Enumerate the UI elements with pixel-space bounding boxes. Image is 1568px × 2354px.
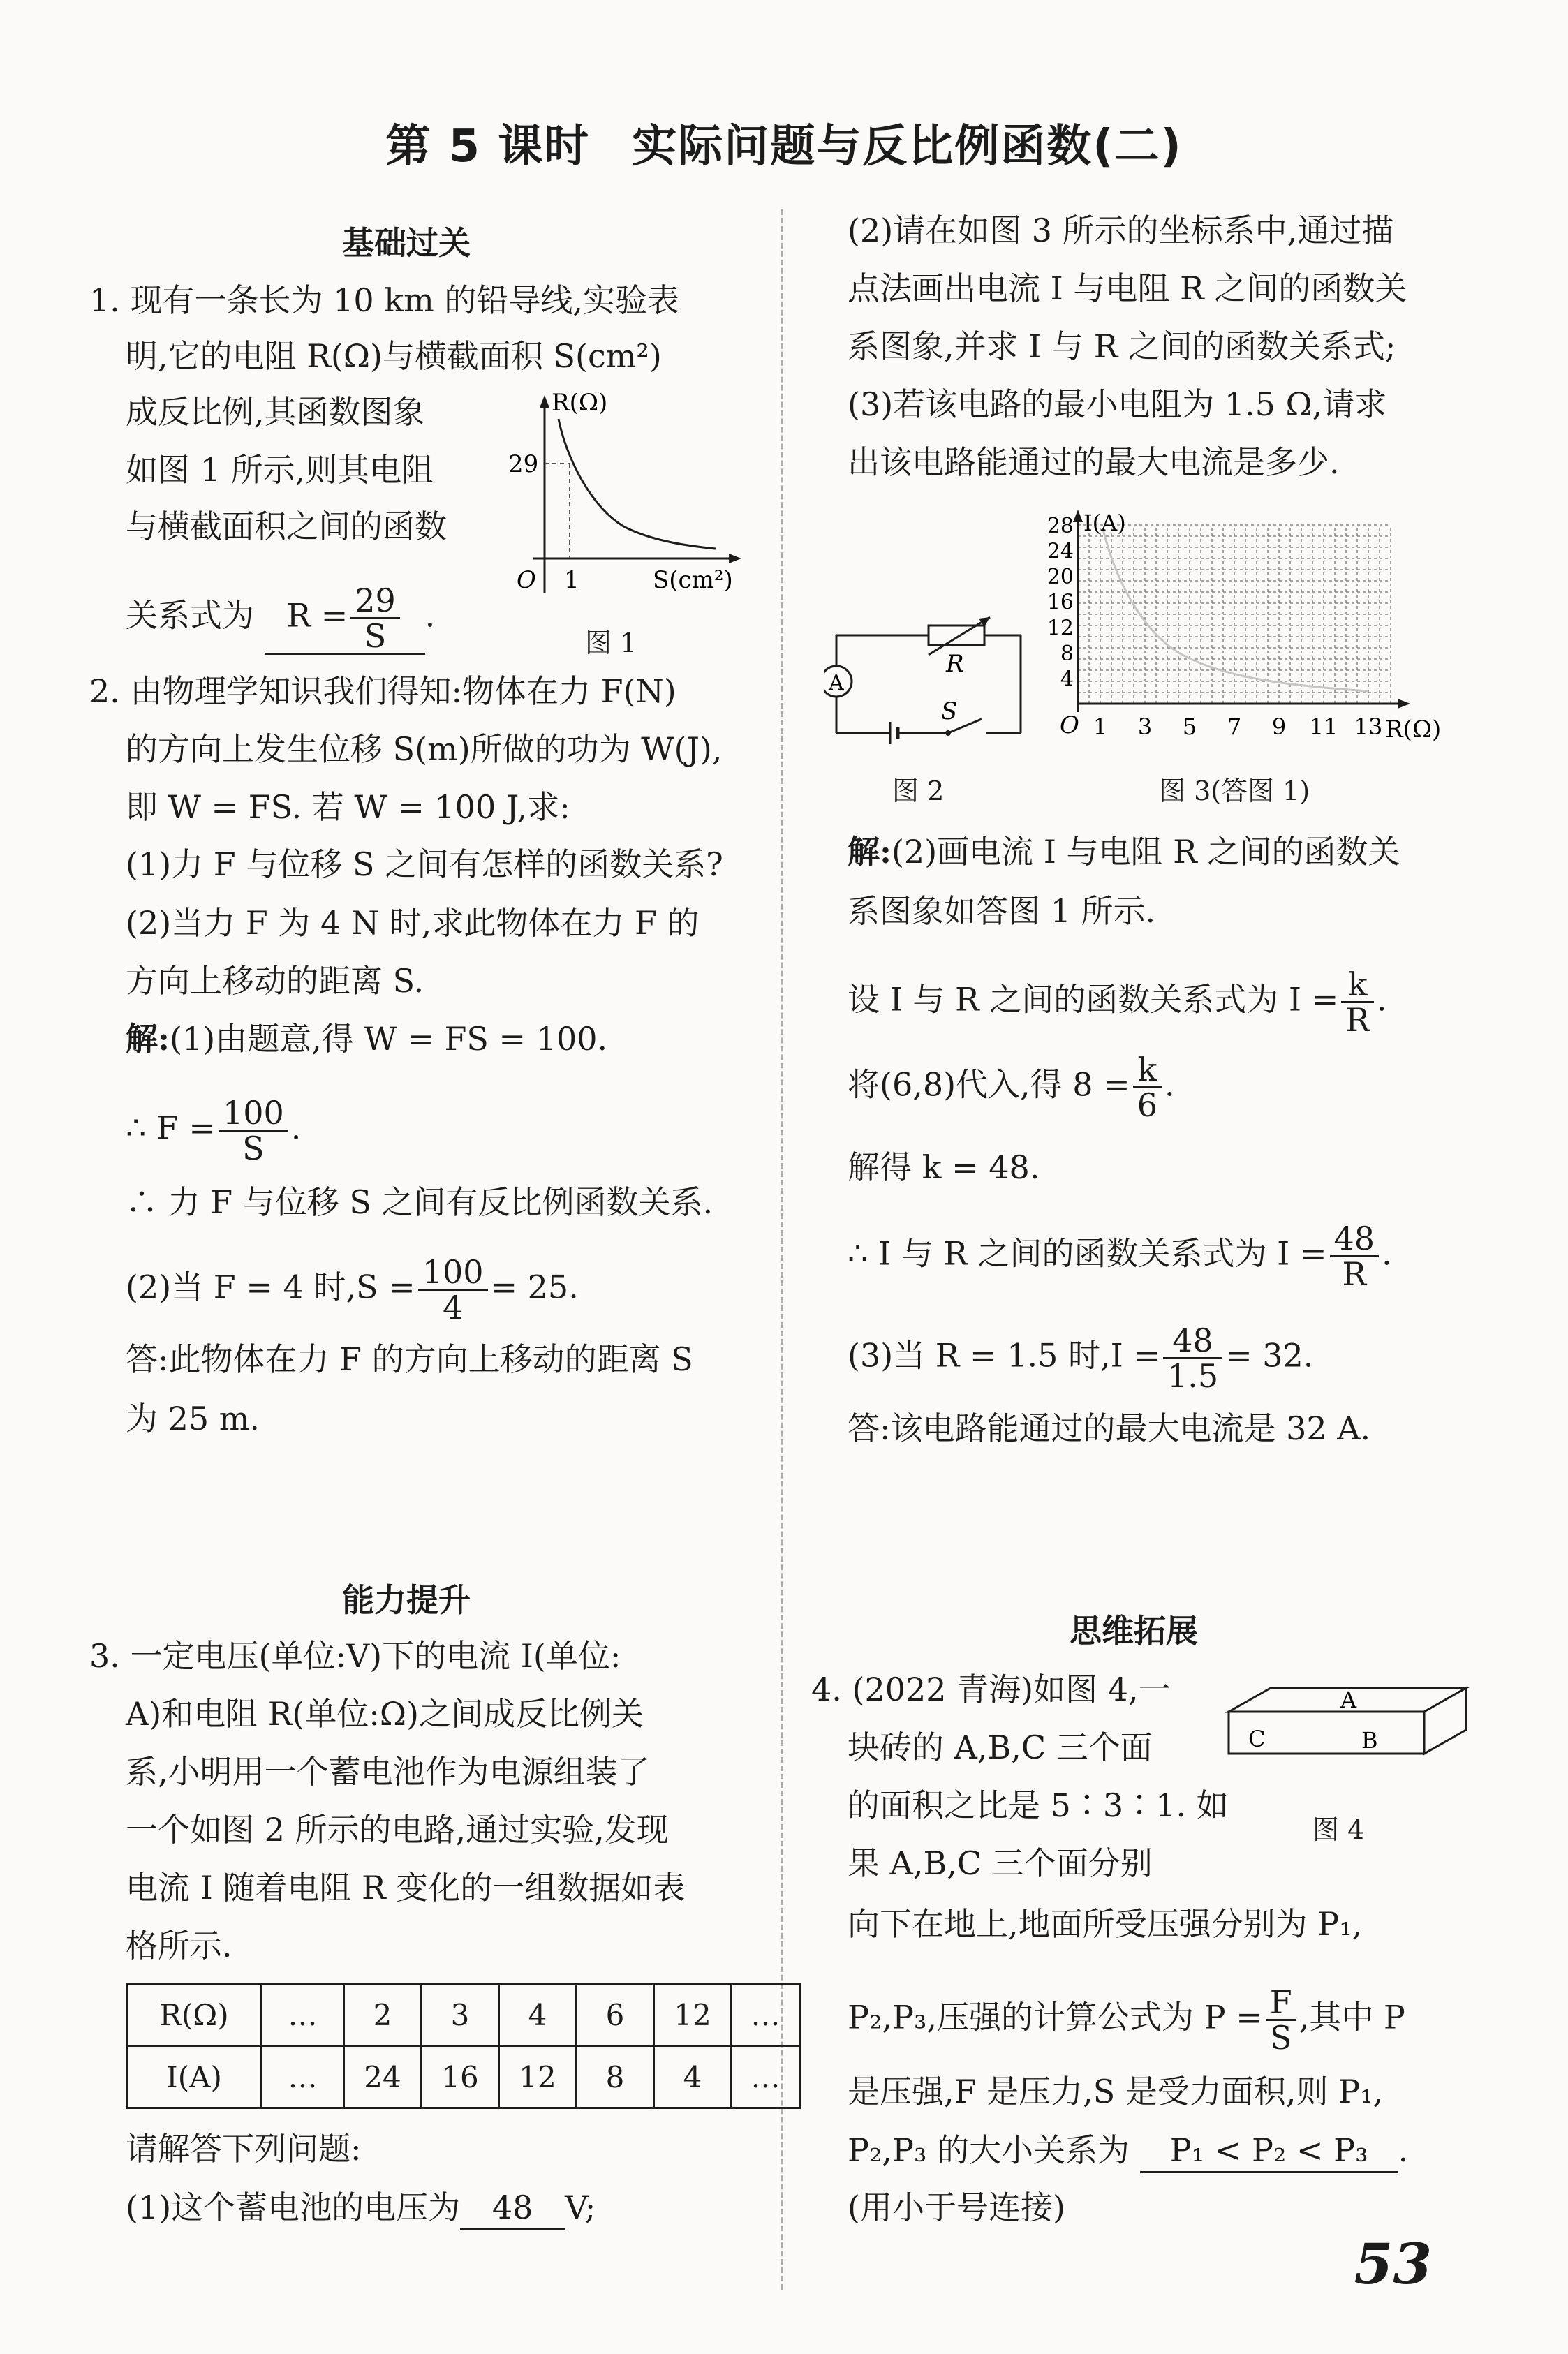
q3-fraction-1: $\frac{k}{R}$ — [1341, 968, 1374, 1037]
fig3-y-tick-label: 8 — [1060, 641, 1074, 666]
q3-solution-5: 解得 k = 48. — [848, 1148, 1040, 1186]
q4-line-9: (用小于号连接) — [848, 2189, 1065, 2226]
table-row — [127, 1984, 800, 2046]
fig1-caption: 图 1 — [585, 628, 637, 658]
fig3-caption: 图 3(答图 1) — [1159, 776, 1310, 806]
q2-line-2: 的方向上发生位移 S(m)所做的功为 W(J), — [126, 730, 723, 768]
fig3-gridlines — [1078, 525, 1391, 704]
q4-line-4: 果 A,B,C 三个面分别 — [848, 1844, 1153, 1882]
table-cell: … — [732, 2046, 800, 2108]
fig2-caption: 图 2 — [892, 776, 945, 806]
q4-line-1: 4. (2022 青海)如图 4,一 — [811, 1671, 1171, 1708]
fig1-origin: O — [517, 566, 536, 594]
fig3-origin: O — [1060, 711, 1079, 739]
q2-solution-2: ∴ F = $\frac{100}{S}$ . — [126, 1094, 302, 1167]
fig1-y-tick: 29 — [508, 450, 539, 478]
lesson-number: 第 5 课时 — [385, 121, 591, 172]
q3-solution-2: 系图象如答图 1 所示. — [848, 892, 1156, 930]
fig3-x-label: R(Ω) — [1385, 716, 1442, 743]
q2-solution-3: ∴ 力 F 与位移 S 之间有反比例函数关系. — [126, 1183, 713, 1221]
fig3-x-tick-label: 3 — [1137, 713, 1153, 740]
q3-fraction-3: $\frac{48}{R}$ — [1330, 1222, 1380, 1291]
fig1-x-arrow — [729, 554, 741, 563]
q2-line-3: 即 W = FS. 若 W = 100 J,求: — [126, 788, 570, 826]
fig1-y-arrow — [540, 395, 549, 408]
table-cell: 4 — [499, 1984, 577, 2046]
q3-data-table — [126, 1983, 801, 2109]
fig3-y-tick-label: 20 — [1046, 565, 1074, 590]
table-cell: 12 — [499, 2046, 577, 2108]
q1-line-1: 1. 现有一条长为 10 km 的铅导线,实验表 — [89, 281, 680, 319]
table-cell: I(A) — [127, 2046, 262, 2108]
q3-answer-blank: 48 — [460, 2186, 565, 2230]
q3-line-2: A)和电阻 R(单位:Ω)之间成反比例关 — [126, 1695, 644, 1733]
resistor-label: R — [946, 650, 964, 678]
table-cell: 2 — [344, 1984, 422, 2046]
q4-answer-blank: P₁ < P₂ < P₃ — [1140, 2129, 1398, 2173]
q3-line-4: 一个如图 2 所示的电路,通过实验,发现 — [126, 1811, 669, 1849]
column-divider — [781, 209, 783, 2290]
q3-line-3: 系,小明用一个蓄电池作为电源组装了 — [126, 1753, 650, 1791]
q3-part-2-line-1: (2)请在如图 3 所示的坐标系中,通过描 — [848, 212, 1394, 249]
table-cell: R(Ω) — [127, 1984, 262, 2046]
q1-line-6: 关系式为 — [126, 596, 254, 635]
q1-answer-fraction: $\frac{29}{S}$ — [350, 584, 400, 653]
fig4-caption: 图 4 — [1312, 1814, 1365, 1845]
table-cell: 4 — [654, 2046, 732, 2108]
fig3-y-label: I(A) — [1083, 510, 1126, 536]
q1-line-3: 成反比例,其函数图象 — [126, 393, 425, 431]
q3-part-3-line-1: (3)若该电路的最小电阻为 1.5 Ω,请求 — [848, 385, 1387, 423]
q3-line-6: 格所示. — [126, 1927, 232, 1964]
fig3-x-arrow — [1398, 699, 1410, 709]
q2-line-4: (1)力 F 与位移 S 之间有怎样的函数关系? — [126, 845, 723, 883]
table-cell: 3 — [422, 1984, 499, 2046]
q1-line-2: 明,它的电阻 R(Ω)与横截面积 S(cm²) — [126, 337, 662, 375]
fig3-x-tick-label: 13 — [1354, 713, 1383, 740]
q1-answer-blank: R = $\frac{29}{S}$ — [265, 584, 425, 655]
q2-fraction-1: $\frac{100}{S}$ — [219, 1096, 288, 1165]
fig3-x-tick-label: 9 — [1271, 713, 1287, 740]
brick-label-b: B — [1361, 1727, 1378, 1754]
q4-fraction: $\frac{F}{S}$ — [1266, 1985, 1296, 2055]
section-heading-ability: 能力提升 — [342, 1581, 471, 1619]
figure-4-brick — [1222, 1682, 1473, 1794]
fig1-curve — [559, 419, 716, 549]
fig1-x-label: S(cm²) — [653, 566, 733, 594]
q4-line-5: 向下在地上,地面所受压强分别为 P₁, — [848, 1905, 1363, 1943]
q3-solution-1: 解:(2)画电流 I 与电阻 R 之间的函数关 — [848, 833, 1400, 871]
table-cell: 24 — [344, 2046, 422, 2108]
ammeter-label: A — [829, 671, 844, 695]
fig3-x-tick-label: 7 — [1227, 713, 1242, 740]
q4-line-7: 是压强,F 是压力,S 是受力面积,则 P₁, — [848, 2073, 1384, 2110]
q2-answer-2: 为 25 m. — [126, 1400, 260, 1437]
q4-line-8: P₂,P₃ 的大小关系为 P₁ < P₂ < P₃ . — [848, 2129, 1408, 2173]
fig1-x-tick: 1 — [564, 566, 579, 594]
section-heading-basic: 基础过关 — [342, 224, 471, 262]
table-cell: … — [732, 1984, 800, 2046]
q3-part-2-line-2: 点法画出电流 I 与电阻 R 之间的函数关 — [848, 269, 1407, 307]
q2-fraction-2: $\frac{100}{4}$ — [418, 1255, 488, 1324]
q2-solution-1: 解:(1)由题意,得 W = FS = 100. — [126, 1020, 608, 1058]
q3-fraction-2: $\frac{k}{6}$ — [1133, 1053, 1162, 1122]
table-row — [127, 2046, 800, 2108]
q2-solution-4: (2)当 F = 4 时,S = $\frac{100}{4}$ = 25. — [126, 1253, 579, 1326]
q3-answer: 答:该电路能通过的最大电流是 32 A. — [848, 1409, 1371, 1447]
fig3-x-tick-label: 1 — [1093, 713, 1108, 740]
lesson-topic: 实际问题与反比例函数(二) — [632, 121, 1183, 172]
fig3-y-tick-label: 28 — [1046, 514, 1074, 538]
table-cell: … — [262, 1984, 344, 2046]
fig3-faint-curve — [1103, 529, 1368, 691]
fig3-x-tick-label: 5 — [1182, 713, 1197, 740]
q3-line-1: 3. 一定电压(单位:V)下的电流 I(单位: — [89, 1637, 621, 1675]
figure-3-grid — [1033, 503, 1480, 754]
q1-line-5: 与横截面积之间的函数 — [126, 508, 447, 545]
table-cell: 16 — [422, 2046, 499, 2108]
fig3-x-tick-label: 11 — [1309, 713, 1338, 740]
q3-part-2-line-3: 系图象,并求 I 与 R 之间的函数关系式; — [848, 327, 1396, 365]
switch-label: S — [941, 697, 958, 725]
q3-line-5: 电流 I 随着电阻 R 变化的一组数据如表 — [126, 1869, 686, 1907]
q2-answer-1: 答:此物体在力 F 的方向上移动的距离 S — [126, 1340, 693, 1378]
fig3-y-tick-label: 12 — [1046, 616, 1074, 641]
q4-line-2: 块砖的 A,B,C 三个面 — [848, 1729, 1153, 1766]
fig3-y-tick-label: 24 — [1046, 539, 1074, 564]
page-title — [0, 110, 1568, 175]
rheostat-arrow — [929, 617, 990, 655]
q3-part-1: (1)这个蓄电池的电压为 48 V; — [126, 2186, 596, 2230]
figure-2-circuit — [824, 614, 1033, 747]
fig3-x-ticks — [1093, 713, 1383, 740]
q1-answer-line: 关系式为 R = $\frac{29}{S}$ . — [126, 582, 436, 655]
q3-solution-6: ∴ I 与 R 之间的函数关系式为 I = $\frac{48}{R}$ . — [848, 1220, 1392, 1293]
q2-line-1: 2. 由物理学知识我们得知:物体在力 F(N) — [89, 672, 676, 710]
q2-line-5: (2)当力 F 为 4 N 时,求此物体在力 F 的 — [126, 904, 700, 942]
q3-solution-7: (3)当 R = 1.5 时,I = $\frac{48}{1.5}$ = 32. — [848, 1322, 1314, 1395]
q4-line-3: 的面积之比是 5∶3∶1. 如 — [848, 1786, 1229, 1824]
q3-solution-4: 将(6,8)代入,得 8 = $\frac{k}{6}$ . — [848, 1051, 1175, 1124]
fig1-y-label: R(Ω) — [552, 391, 608, 417]
fig3-y-tick-label: 16 — [1046, 590, 1074, 615]
q4-line-6: P₂,P₃,压强的计算公式为 P = $\frac{F}{S}$ ,其中 P — [848, 1983, 1405, 2057]
table-cell: … — [262, 2046, 344, 2108]
table-cell: 12 — [654, 1984, 732, 2046]
table-cell: 8 — [577, 2046, 654, 2108]
section-heading-thinking: 思维拓展 — [1070, 1612, 1198, 1650]
q3-solution-3: 设 I 与 R 之间的函数关系式为 I = $\frac{k}{R}$ . — [848, 965, 1387, 1039]
brick-label-a: A — [1340, 1687, 1357, 1713]
q3-line-7: 请解答下列问题: — [126, 2130, 362, 2168]
page-number: 53 — [1354, 2231, 1432, 2297]
fig3-y-arrow — [1073, 510, 1083, 522]
q3-part-3-line-2: 出该电路能通过的最大电流是多少. — [848, 443, 1340, 481]
q1-line-4: 如图 1 所示,则其电阻 — [126, 451, 434, 489]
figure-1-graph — [503, 391, 754, 614]
q3-fraction-4: $\frac{48}{1.5}$ — [1163, 1324, 1222, 1393]
resistor-icon — [929, 625, 984, 645]
fig3-y-tick-label: 4 — [1060, 667, 1074, 692]
q2-line-6: 方向上移动的距离 S. — [126, 962, 424, 1000]
table-cell: 6 — [577, 1984, 654, 2046]
brick-label-c: C — [1248, 1726, 1266, 1752]
fig3-y-ticks — [1047, 514, 1074, 691]
